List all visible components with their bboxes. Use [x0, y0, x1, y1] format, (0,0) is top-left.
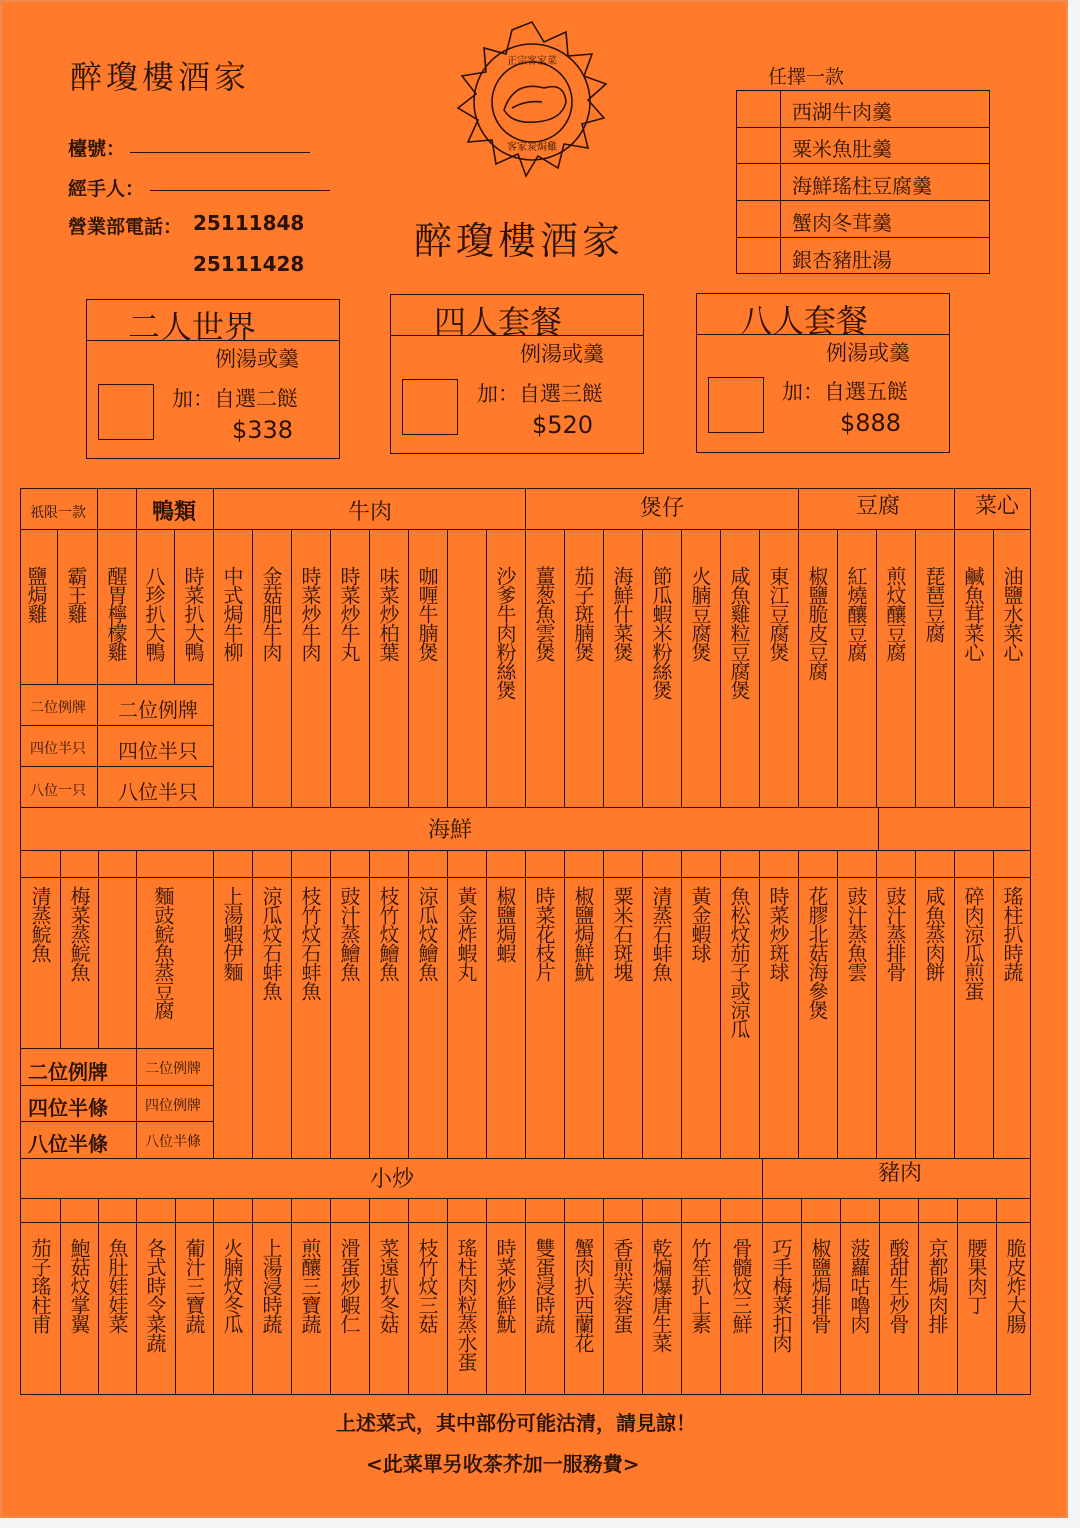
sec1-col-line — [97, 488, 98, 807]
menu-item[interactable]: 沙爹牛肉粉絲煲 — [493, 566, 517, 699]
sec2-col-line — [525, 850, 526, 1158]
menu-item[interactable]: 時菜扒大鴨 — [181, 566, 205, 661]
menu-item[interactable]: 枝竹炆鱠魚 — [376, 886, 400, 981]
sec1-col-line — [330, 529, 331, 807]
sec1-col-line — [837, 529, 838, 807]
set-soup: 例湯或羹 — [215, 347, 299, 371]
portion-label: 二位例牌 — [145, 1061, 201, 1077]
menu-item[interactable]: 各式時令菜蔬 — [143, 1238, 167, 1352]
menu-item[interactable]: 瑤柱肉粒蒸水蛋 — [454, 1238, 478, 1371]
menu-item[interactable]: 枝竹炆石蚌魚 — [298, 886, 322, 1000]
set-title: 四人套餐 — [434, 303, 563, 341]
sec1-col-line — [447, 529, 448, 807]
menu-item[interactable]: 黃金蝦球 — [688, 886, 712, 962]
sec3-col-line — [60, 1198, 61, 1395]
set-title: 八人套餐 — [740, 302, 869, 340]
sec1-col-line — [486, 529, 487, 807]
handler-field[interactable] — [150, 190, 330, 191]
menu-item[interactable]: 時菜花枝片 — [532, 886, 556, 981]
sec1-portion-line — [20, 684, 213, 685]
soup-row-line — [736, 163, 990, 164]
sec3-col-line — [564, 1198, 565, 1395]
menu-item[interactable]: 魚肚娃娃菜 — [105, 1238, 129, 1333]
sec3-col-line — [720, 1198, 721, 1395]
portion-label: 二位例牌 — [28, 1060, 108, 1084]
sec1-col-line — [136, 488, 137, 684]
menu-item[interactable]: 鹽焗雞 — [24, 566, 48, 623]
sec2-col-line — [136, 850, 137, 1158]
beef-header: 牛肉 — [348, 500, 393, 525]
sec1-col-line — [681, 529, 682, 807]
sec3-col-line — [291, 1198, 292, 1395]
sec3-col-line — [840, 1198, 841, 1395]
sec3-col-line — [525, 1198, 526, 1395]
tofu-header: 豆腐 — [856, 494, 901, 519]
menu-item[interactable]: 豉汁蒸魚雲 — [844, 886, 868, 981]
sec1-col-line — [408, 529, 409, 807]
sec1-col-line — [57, 529, 58, 684]
menu-item[interactable]: 麵豉鯇魚蒸豆腐 — [151, 886, 175, 1019]
soup-row-line — [736, 127, 990, 128]
restaurant-name-center: 醉瓊樓酒家 — [414, 219, 625, 263]
restaurant-seal-logo — [452, 18, 612, 203]
menu-item[interactable]: 火腩炆冬瓜 — [220, 1238, 244, 1333]
menu-item[interactable]: 花膠北菇海參煲 — [805, 886, 829, 1019]
menu-item[interactable]: 中式焗牛柳 — [220, 566, 244, 661]
menu-item[interactable]: 海鮮什菜煲 — [610, 566, 634, 661]
menu-item[interactable]: 魚松炆茄子或涼瓜 — [727, 886, 751, 1038]
menu-item[interactable]: 味菜炒柏葉 — [376, 566, 400, 661]
sec3-col-line — [603, 1198, 604, 1395]
menu-item[interactable]: 咸魚雞粒豆腐煲 — [727, 566, 751, 699]
restaurant-name-top: 醉瓊樓酒家 — [70, 58, 251, 96]
menu-item[interactable]: 骨髓炆三鮮 — [729, 1238, 753, 1333]
sec2-col-line — [876, 850, 877, 1158]
sec3-col-line — [762, 1198, 763, 1395]
sec1-col-line — [213, 488, 214, 807]
menu-item[interactable]: 涼瓜炆鱠魚 — [415, 886, 439, 981]
set-add: 加：自選二餸 — [172, 387, 298, 411]
sec2-col-line — [603, 850, 604, 1158]
set-price: $888 — [840, 409, 902, 437]
footer-note: 上述菜式，其中部份可能沽清，請見諒！ — [336, 1411, 696, 1435]
sec1-col-line — [876, 529, 877, 807]
menu-item[interactable]: 豉汁蒸排骨 — [883, 886, 907, 981]
sec1-col-line — [915, 529, 916, 807]
sec1-col-line — [759, 529, 760, 807]
menu-item[interactable]: 時菜炒鮮魷 — [493, 1238, 517, 1333]
menu-item[interactable]: 清蒸石蚌魚 — [649, 886, 673, 981]
sec3-col-line — [136, 1198, 137, 1395]
portion-label: 八位半只 — [118, 780, 198, 804]
sec3-col-line — [447, 1198, 448, 1395]
sec2-portion-line — [20, 1121, 213, 1122]
menu-item[interactable]: 枝竹炆三菇 — [415, 1238, 439, 1333]
soup-divider — [780, 90, 781, 274]
menu-item[interactable]: 茄子瑤柱甫 — [28, 1238, 52, 1333]
menu-item[interactable]: 椒鹽焗蝦 — [493, 886, 517, 962]
portion-label: 八位半條 — [28, 1132, 108, 1156]
sec1-portion-line — [20, 725, 213, 726]
soup-item[interactable]: 蟹肉冬茸羹 — [792, 211, 892, 235]
pork-header: 豬肉 — [878, 1161, 923, 1186]
sec2-col-line — [408, 850, 409, 1158]
menu-item[interactable]: 雙蛋浸時蔬 — [532, 1238, 556, 1333]
table-number-label: 檯號： — [68, 138, 126, 160]
menu-item[interactable]: 八珍扒大鴨 — [142, 566, 166, 661]
veg-header: 菜心 — [975, 494, 1020, 519]
soup-row-line — [736, 200, 990, 201]
menu-item[interactable]: 瑤柱扒時蔬 — [1000, 886, 1024, 981]
sec1-col-line — [252, 529, 253, 807]
portion-label: 八位一只 — [30, 783, 86, 799]
menu-item[interactable]: 脆皮炸大腸 — [1003, 1238, 1027, 1333]
sec3-col-line — [98, 1198, 99, 1395]
menu-item[interactable]: 椒鹽焗鮮魷 — [571, 886, 595, 981]
sec1-col-line — [291, 529, 292, 807]
portion-label: 四位半只 — [118, 739, 198, 763]
claypot-header: 煲仔 — [640, 496, 685, 521]
sec2-col-line — [993, 850, 994, 1158]
menu-item[interactable]: 黃金炸蝦丸 — [454, 886, 478, 981]
set-checkbox[interactable] — [98, 384, 154, 440]
menu-item[interactable]: 鹹魚茸菜心 — [961, 566, 985, 661]
portion-label: 二位例牌 — [30, 700, 86, 716]
sec2-col-line — [447, 850, 448, 1158]
phone-number-2: 25111428 — [193, 252, 305, 276]
menu-item[interactable]: 琵琶豆腐 — [922, 566, 946, 642]
menu-item[interactable]: 火腩豆腐煲 — [688, 566, 712, 661]
soup-row-line — [736, 237, 990, 238]
service-charge-note: <此菜單另收茶芥加一服務費> — [366, 1452, 640, 1476]
menu-item[interactable]: 霸王雞 — [64, 566, 88, 623]
menu-item[interactable]: 時菜炒斑球 — [766, 886, 790, 981]
menu-item[interactable]: 上湯蝦伊麵 — [220, 886, 244, 981]
portion-label: 八位半條 — [145, 1134, 201, 1150]
menu-item[interactable]: 紅燒釀豆腐 — [844, 566, 868, 661]
set-soup: 例湯或羹 — [826, 341, 910, 365]
menu-item[interactable]: 椒鹽脆皮豆腐 — [805, 566, 829, 680]
sec3-col-line — [213, 1198, 214, 1395]
sec3-col-line — [681, 1198, 682, 1395]
sec1-col-line — [174, 529, 175, 684]
sec2-header-divider — [878, 807, 879, 850]
menu-item[interactable]: 京都焗肉排 — [925, 1238, 949, 1333]
sec2-col-line — [564, 850, 565, 1158]
menu-item[interactable]: 金菇肥牛肉 — [259, 566, 283, 661]
sec2-col-line — [681, 850, 682, 1158]
sec2-col-line — [642, 850, 643, 1158]
menu-item[interactable]: 煎炆釀豆腐 — [883, 566, 907, 661]
menu-item[interactable]: 菜遠扒冬菇 — [376, 1238, 400, 1333]
sec2-col-line — [486, 850, 487, 1158]
sec1-col-line — [798, 488, 799, 807]
limit-one-header: 祇限一款 — [30, 505, 86, 521]
menu-item[interactable]: 酸甜生炒骨 — [886, 1238, 910, 1333]
sec1-col-line — [993, 529, 994, 807]
menu-item[interactable]: 東江豆腐煲 — [766, 566, 790, 661]
menu-item[interactable]: 上湯浸時蔬 — [259, 1238, 283, 1333]
sec1-col-line — [720, 529, 721, 807]
menu-item[interactable]: 咸魚蒸肉餅 — [922, 886, 946, 981]
sec3-col-line — [175, 1198, 176, 1395]
menu-item[interactable]: 蟹肉扒西蘭花 — [571, 1238, 595, 1352]
menu-item[interactable]: 巧手梅菜扣肉 — [769, 1238, 793, 1352]
sec3-col-line — [918, 1198, 919, 1395]
sec2-col-line — [98, 850, 99, 1048]
sec2-col-line — [915, 850, 916, 1158]
sec3-col-line — [369, 1198, 370, 1395]
sec2-col-line — [252, 850, 253, 1158]
menu-item[interactable]: 香煎芙蓉蛋 — [610, 1238, 634, 1333]
seal-bottom-text: 客家炭焗雞 — [507, 142, 557, 153]
stirfry-header: 小炒 — [370, 1167, 415, 1192]
phone-label: 營業部電話： — [68, 216, 183, 238]
phone-number-1: 25111848 — [193, 211, 305, 235]
sec1-col-line — [564, 529, 565, 807]
set-price: $520 — [532, 411, 594, 439]
set-checkbox[interactable] — [402, 379, 458, 435]
sec2-col-line — [291, 850, 292, 1158]
menu-item[interactable]: 涼瓜炆石蚌魚 — [259, 886, 283, 1000]
set-add: 加：自選三餸 — [477, 382, 603, 406]
menu-item[interactable]: 菠蘿咕嚕肉 — [847, 1238, 871, 1333]
sec2-col-line — [798, 850, 799, 1158]
menu-item[interactable]: 時菜炒牛肉 — [298, 566, 322, 661]
soup-choice-title: 任擇一款 — [768, 66, 845, 88]
sec2-col-line — [213, 850, 214, 1158]
menu-item[interactable]: 時菜炒牛丸 — [337, 566, 361, 661]
sec3-col-line — [486, 1198, 487, 1395]
menu-item[interactable]: 節瓜蝦米粉絲煲 — [649, 566, 673, 699]
sec2-col-line — [60, 850, 61, 1048]
set-title: 二人世界 — [128, 308, 257, 346]
seal-top-text: 正宗客家菜 — [507, 56, 557, 67]
menu-item[interactable]: 葡汁三寶蔬 — [182, 1238, 206, 1333]
sec2-col-line — [720, 850, 721, 1158]
set-checkbox[interactable] — [708, 377, 764, 433]
portion-label: 四位半只 — [30, 741, 86, 757]
sec1-portion-line — [20, 766, 213, 767]
sec3-col-line — [330, 1198, 331, 1395]
sec3-col-line — [252, 1198, 253, 1395]
sec3-col-line — [879, 1198, 880, 1395]
sec2-portion-line — [20, 1048, 213, 1049]
portion-label: 二位例牌 — [118, 698, 198, 722]
soup-item[interactable]: 銀杏豬肚湯 — [792, 248, 892, 272]
handler-label: 經手人： — [68, 178, 145, 200]
sec3-col-line — [408, 1198, 409, 1395]
set-soup: 例湯或羹 — [520, 342, 604, 366]
menu-item[interactable]: 腰果肉丁 — [964, 1238, 988, 1314]
sec1-col-line — [369, 529, 370, 807]
sec3-col-line — [642, 1198, 643, 1395]
sec3-col-line — [957, 1198, 958, 1395]
seafood-header: 海鮮 — [428, 818, 473, 843]
sec2-col-line — [369, 850, 370, 1158]
menu-item[interactable]: 竹笙扒上素 — [688, 1238, 712, 1333]
menu-item[interactable]: 油鹽水菜心 — [1000, 566, 1024, 661]
portion-label: 四位半條 — [28, 1096, 108, 1120]
sec1-col-line — [954, 488, 955, 807]
menu-item[interactable]: 茄子斑腩煲 — [571, 566, 595, 661]
menu-item[interactable]: 滑蛋炒蝦仁 — [337, 1238, 361, 1333]
set-price: $338 — [232, 416, 294, 444]
menu-item[interactable]: 乾煸爆唐生菜 — [649, 1238, 673, 1352]
sec2-col-line — [954, 850, 955, 1158]
sec2-col-line — [330, 850, 331, 1158]
menu-item[interactable]: 煎釀三寶蔬 — [298, 1238, 322, 1333]
menu-item[interactable]: 梅菜蒸鯇魚 — [67, 886, 91, 981]
menu-item[interactable]: 椒鹽焗排骨 — [808, 1238, 832, 1333]
portion-label: 四位例牌 — [145, 1098, 201, 1114]
menu-item[interactable]: 咖喱牛腩煲 — [415, 566, 439, 661]
menu-item[interactable]: 豉汁蒸鱠魚 — [337, 886, 361, 981]
sec2-col-line — [759, 850, 760, 1158]
menu-item[interactable]: 鮑菇炆掌翼 — [67, 1238, 91, 1333]
soup-item[interactable]: 西湖牛肉羹 — [792, 100, 892, 124]
menu-item[interactable]: 清蒸鯇魚 — [28, 886, 52, 962]
sec1-col-line — [642, 529, 643, 807]
soup-item[interactable]: 粟米魚肚羹 — [792, 137, 892, 161]
menu-item[interactable]: 醒胃檸檬雞 — [104, 566, 128, 661]
menu-item[interactable]: 薑葱魚雲煲 — [532, 566, 556, 661]
sec1-bottom-line — [20, 807, 1031, 808]
menu-item[interactable]: 碎肉涼瓜煎蛋 — [961, 886, 985, 1000]
menu-item[interactable]: 粟米石斑塊 — [610, 886, 634, 981]
table-number-field[interactable] — [130, 152, 310, 153]
sec3-col-line — [801, 1198, 802, 1395]
soup-item[interactable]: 海鮮瑤柱豆腐羹 — [792, 174, 932, 198]
sec2-portion-line — [20, 1085, 213, 1086]
sec1-col-line — [525, 488, 526, 807]
sec3-col-line — [996, 1198, 997, 1395]
duck-header: 鴨類 — [152, 499, 197, 525]
set-add: 加：自選五餸 — [782, 380, 908, 404]
sec1-col-line — [603, 529, 604, 807]
sec3-header-divider — [762, 1158, 763, 1198]
sec2-col-line — [837, 850, 838, 1158]
